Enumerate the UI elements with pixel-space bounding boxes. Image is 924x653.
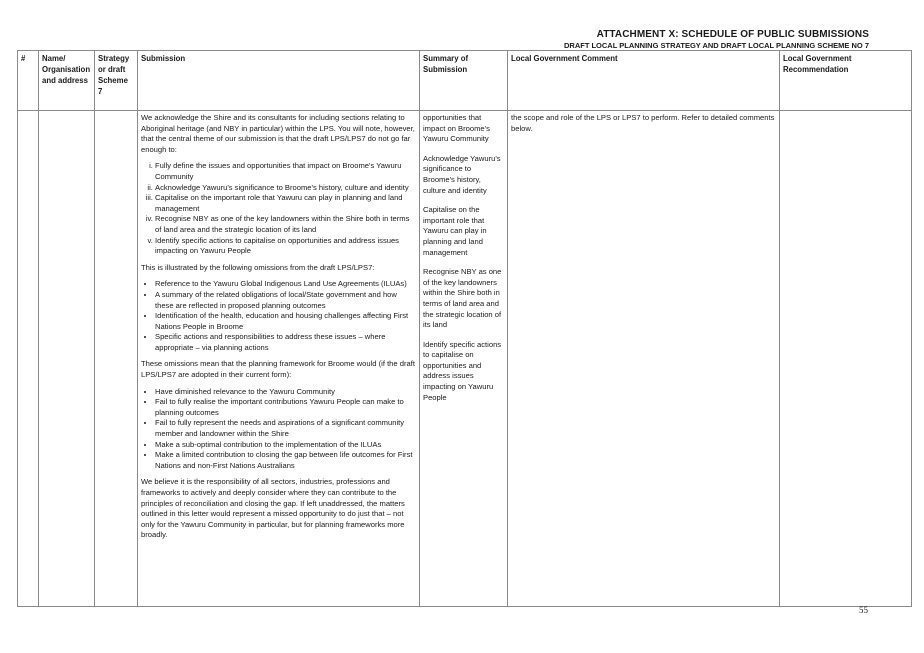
list-item: • Fail to fully represent the needs and aspirations of a significant community member and landowner within the Shire [155,418,416,439]
column-header-name: Name/ Organisation and address [39,51,95,111]
column-header-recommendation: Local Government Recommendation [780,51,912,111]
column-header-number: # [18,51,39,111]
document-title: ATTACHMENT X: SCHEDULE OF PUBLIC SUBMISSIONS [596,29,869,40]
list-item: • Make a limited contribution to closing the gap between life outcomes for First Nations and non-First Nations Australians [155,450,416,471]
cell-summary [420,111,508,607]
list-item: • A summary of the related obligations of local/State government and how these are reflected in proposed planning outcomes [155,290,416,311]
list-item: v. Identify specific actions to capitalise on opportunities and address issues impacting on Yawuru People [155,236,416,257]
cell-number [18,111,39,607]
submission-closing: We believe it is the responsibility of all sectors, industries, professions and frameworks to actively and deeply consider where they can contribute to the principles of reconciliation and closing the gap. If left unaddressed, the matters outlined in this letter would represent a missed opportunity to do just that – not only for the Yawuru Community in particular, but for planning frameworks more broadly. [141,477,405,540]
column-header-strategy: Strategy or draft Scheme 7 [95,51,138,111]
omissions-list [141,279,416,353]
table-row [18,111,912,607]
list-item: • Fail to fully realise the important contributions Yawuru People can make to planning outcomes [155,397,416,418]
list-item: iii. Capitalise on the important role that Yawuru can play in planning and land management [155,193,416,214]
omissions-intro: This is illustrated by the following omissions from the draft LPS/LPS7: [141,262,375,272]
summary-item: Recognise NBY as one of the key landowners within the Shire both in terms of land area and the strategic location of its land [423,267,502,330]
list-item: ii. Acknowledge Yawuru's significance to Broome's history, culture and identity [155,183,416,194]
document-subtitle: DRAFT LOCAL PLANNING STRATEGY AND DRAFT LOCAL PLANNING SCHEME NO 7 [563,41,869,50]
column-header-submission: Submission [138,51,420,111]
summary-item: Capitalise on the important role that Yawuru can play in planning and land management [423,205,487,257]
cell-comment: the scope and role of the LPS or LPS7 to perform. Refer to detailed comments below. [508,111,780,607]
list-item: i. Fully define the issues and opportunities that impact on Broome's Yawuru Community [155,161,416,182]
cell-recommendation [780,111,912,607]
cell-name [39,111,95,607]
column-header-comment: Local Government Comment [508,51,780,111]
list-item: • Have diminished relevance to the Yawuru Community [155,387,416,398]
consequences-list [141,387,416,472]
table-header-row [18,51,912,111]
submission-intro: We acknowledge the Shire and its consultants for including sections relating to Aboriginal heritage (and NBY in particular) within the LPS. You will note, however, that the central theme of our submission is that the draft LPS/LPS7 do not go far enough to: [141,113,415,154]
summary-item: opportunities that impact on Broome's Yawuru Community [423,113,490,144]
submissions-table [17,50,912,607]
page-number: 55 [859,605,868,615]
list-item: iv. Recognise NBY as one of the key landowners within the Shire both in terms of land area and the strategic location of its land [155,214,416,235]
consequences-intro: These omissions mean that the planning framework for Broome would (if the draft LPS/LPS7 are adopted in their current form): [141,359,415,380]
cell-submission [138,111,420,607]
cell-strategy [95,111,138,607]
list-item: • Reference to the Yawuru Global Indigenous Land Use Agreements (ILUAs) [155,279,416,290]
summary-item: Acknowledge Yawuru's significance to Broome's history, culture and identity [423,153,501,195]
column-header-summary: Summary of Submission [420,51,508,111]
list-item: • Make a sub-optimal contribution to the implementation of the ILUAs [155,440,416,451]
summary-item: Identify specific actions to capitalise on opportunities and address issues impacting on Yawuru People [423,339,502,402]
list-item: • Identification of the health, education and housing challenges affecting First Nations People in Broome [155,311,416,332]
submission-issues-list [141,161,416,256]
list-item: • Specific actions and responsibilities to address these issues – where appropriate – via planning actions [155,332,416,353]
